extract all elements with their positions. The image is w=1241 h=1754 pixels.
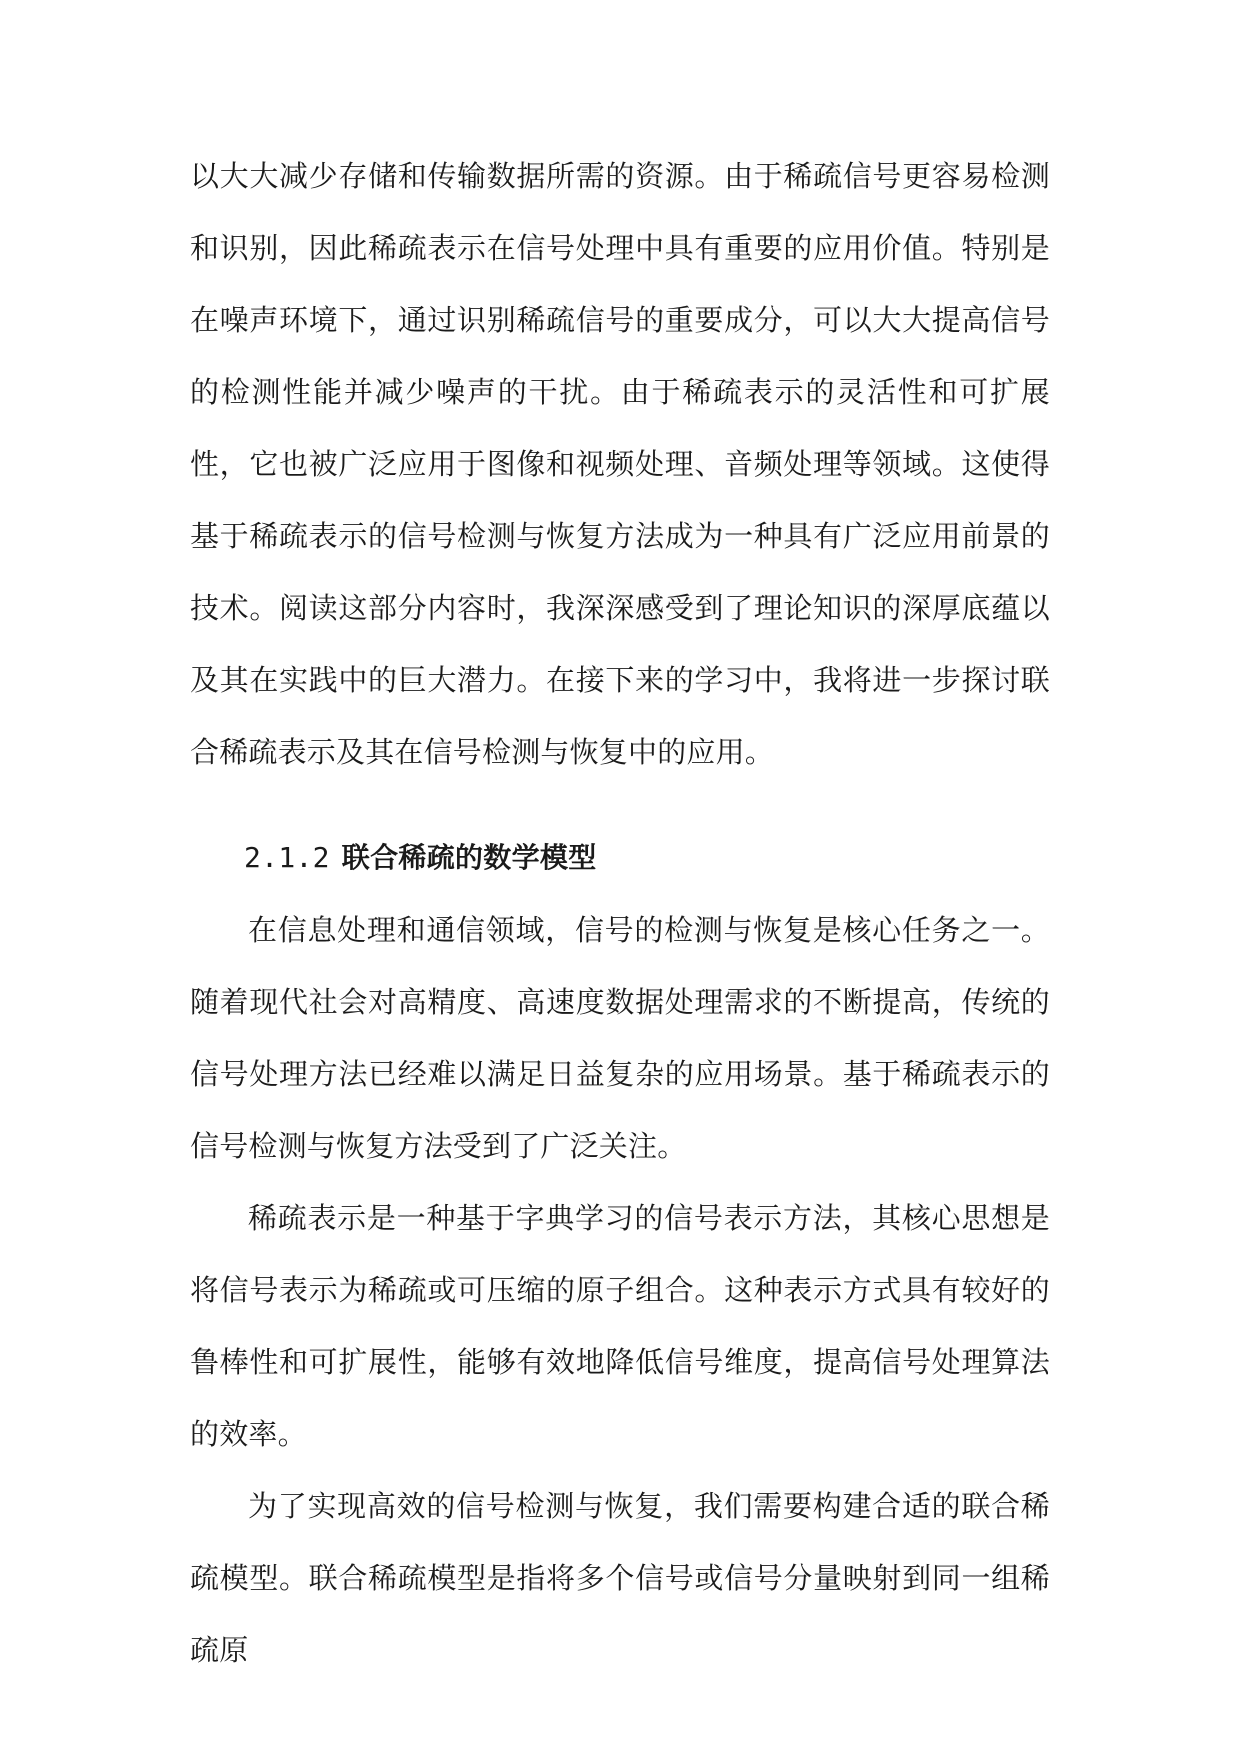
section-number: 2.1.2 (244, 841, 330, 874)
document-body (190, 140, 1050, 1686)
paragraph: 为了实现高效的信号检测与恢复，我们需要构建合适的联合稀疏模型。联合稀疏模型是指将多个信号或信号分量映射到同一组稀疏原 (190, 1489, 1050, 1667)
paragraph-continued: 以大大减少存储和传输数据所需的资源。由于稀疏信号更容易检测和识别，因此稀疏表示在信号处理中具有重要的应用价值。特别是在噪声环境下，通过识别稀疏信号的重要成分，可以大大提高信号的检测性能并减少噪声的干扰。由于稀疏表示的灵活性和可扩展性，它也被广泛应用于图像和视频处理、音频处理等领域。这使得基于稀疏表示的信号检测与恢复方法成为一种具有广泛应用前景的技术。阅读这部分内容时，我深深感受到了理论知识的深厚底蕴以及其在实践中的巨大潜力。在接下来的学习中，我将进一步探讨联合稀疏表示及其在信号检测与恢复中的应用。 (190, 159, 1050, 769)
paragraph: 在信息处理和通信领域，信号的检测与恢复是核心任务之一。随着现代社会对高精度、高速度数据处理需求的不断提高，传统的信号处理方法已经难以满足日益复杂的应用场景。基于稀疏表示的信号检测与恢复方法受到了广泛关注。 (190, 913, 1050, 1163)
paragraph: 稀疏表示是一种基于字典学习的信号表示方法，其核心思想是将信号表示为稀疏或可压缩的原子组合。这种表示方式具有较好的鲁棒性和可扩展性，能够有效地降低信号维度，提高信号处理算法的效率。 (190, 1201, 1050, 1451)
section-heading (190, 822, 1050, 894)
section-title: 联合稀疏的数学模型 (341, 841, 597, 874)
